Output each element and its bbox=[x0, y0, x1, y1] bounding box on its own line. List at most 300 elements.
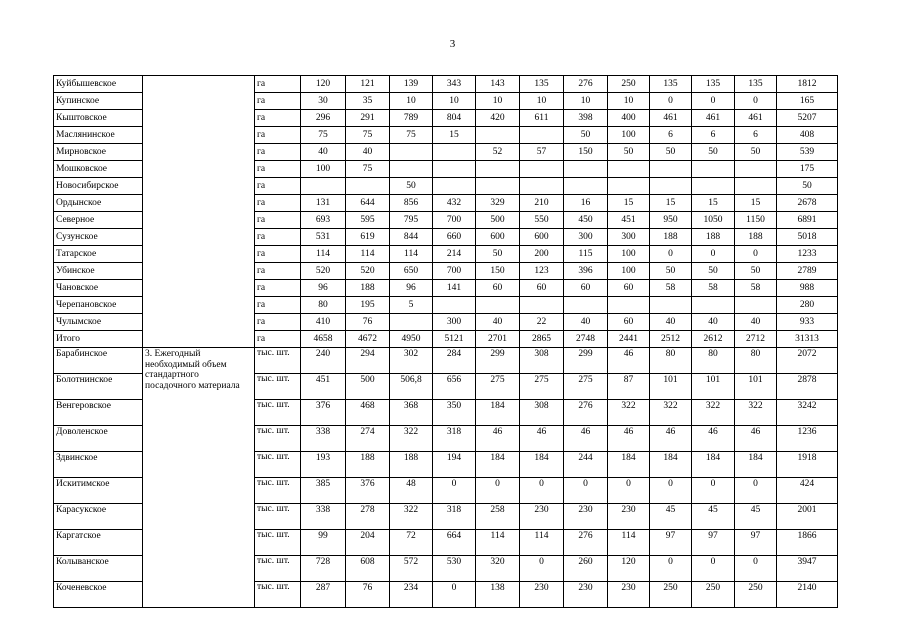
value-cell: 188 bbox=[390, 452, 433, 478]
value-cell: 275 bbox=[476, 374, 520, 400]
value-cell: 135 bbox=[520, 76, 564, 93]
value-cell: 46 bbox=[476, 426, 520, 452]
value-cell: 432 bbox=[433, 195, 476, 212]
value-cell bbox=[735, 178, 777, 195]
value-cell: 210 bbox=[520, 195, 564, 212]
value-cell: 50 bbox=[650, 263, 692, 280]
value-cell: 50 bbox=[692, 263, 735, 280]
value-cell: 520 bbox=[346, 263, 390, 280]
value-cell: 284 bbox=[433, 348, 476, 374]
district-name: Мошковское bbox=[54, 161, 143, 178]
value-cell: 30 bbox=[301, 93, 346, 110]
value-cell: 2140 bbox=[777, 582, 838, 608]
value-cell: 660 bbox=[433, 229, 476, 246]
value-cell: 80 bbox=[735, 348, 777, 374]
value-cell: 6891 bbox=[777, 212, 838, 229]
value-cell: 5018 bbox=[777, 229, 838, 246]
value-cell bbox=[520, 161, 564, 178]
value-cell: 461 bbox=[735, 110, 777, 127]
district-name: Чулымское bbox=[54, 314, 143, 331]
value-cell: 31313 bbox=[777, 331, 838, 348]
value-cell: 0 bbox=[692, 556, 735, 582]
value-cell: 50 bbox=[564, 127, 608, 144]
value-cell: 506,8 bbox=[390, 374, 433, 400]
value-cell: 322 bbox=[650, 400, 692, 426]
value-cell: 338 bbox=[301, 504, 346, 530]
value-cell: 100 bbox=[608, 127, 650, 144]
value-cell: 322 bbox=[390, 426, 433, 452]
value-cell: 50 bbox=[476, 246, 520, 263]
unit-cell: тыс. шт. bbox=[255, 426, 301, 452]
value-cell: 230 bbox=[564, 582, 608, 608]
unit-cell: га bbox=[255, 93, 301, 110]
indicator-cell bbox=[143, 76, 255, 348]
value-cell: 184 bbox=[650, 452, 692, 478]
value-cell bbox=[433, 297, 476, 314]
district-name: Каргатское bbox=[54, 530, 143, 556]
value-cell: 0 bbox=[692, 478, 735, 504]
value-cell bbox=[433, 178, 476, 195]
value-cell: 728 bbox=[301, 556, 346, 582]
district-name: Венгеровское bbox=[54, 400, 143, 426]
value-cell: 804 bbox=[433, 110, 476, 127]
value-cell: 114 bbox=[346, 246, 390, 263]
value-cell: 2712 bbox=[735, 331, 777, 348]
value-cell: 114 bbox=[520, 530, 564, 556]
value-cell: 230 bbox=[608, 582, 650, 608]
value-cell: 97 bbox=[735, 530, 777, 556]
value-cell: 368 bbox=[390, 400, 433, 426]
value-cell bbox=[564, 178, 608, 195]
value-cell: 308 bbox=[520, 348, 564, 374]
value-cell: 396 bbox=[564, 263, 608, 280]
value-cell: 2001 bbox=[777, 504, 838, 530]
value-cell: 188 bbox=[650, 229, 692, 246]
value-cell: 48 bbox=[390, 478, 433, 504]
value-cell: 10 bbox=[520, 93, 564, 110]
value-cell: 35 bbox=[346, 93, 390, 110]
value-cell: 45 bbox=[735, 504, 777, 530]
value-cell: 600 bbox=[520, 229, 564, 246]
district-name: Чановское bbox=[54, 280, 143, 297]
unit-cell: тыс. шт. bbox=[255, 348, 301, 374]
value-cell: 1866 bbox=[777, 530, 838, 556]
value-cell: 299 bbox=[476, 348, 520, 374]
value-cell: 46 bbox=[735, 426, 777, 452]
value-cell: 40 bbox=[301, 144, 346, 161]
value-cell: 844 bbox=[390, 229, 433, 246]
value-cell: 0 bbox=[735, 478, 777, 504]
unit-cell: га bbox=[255, 76, 301, 93]
value-cell: 75 bbox=[301, 127, 346, 144]
value-cell: 214 bbox=[433, 246, 476, 263]
value-cell: 135 bbox=[735, 76, 777, 93]
district-name: Искитимское bbox=[54, 478, 143, 504]
value-cell bbox=[390, 144, 433, 161]
value-cell: 461 bbox=[650, 110, 692, 127]
value-cell: 0 bbox=[735, 556, 777, 582]
value-cell bbox=[608, 297, 650, 314]
value-cell bbox=[476, 297, 520, 314]
value-cell: 15 bbox=[692, 195, 735, 212]
value-cell bbox=[301, 178, 346, 195]
value-cell: 40 bbox=[564, 314, 608, 331]
value-cell: 101 bbox=[692, 374, 735, 400]
value-cell: 320 bbox=[476, 556, 520, 582]
value-cell: 2678 bbox=[777, 195, 838, 212]
value-cell: 135 bbox=[650, 76, 692, 93]
value-cell: 400 bbox=[608, 110, 650, 127]
value-cell: 115 bbox=[564, 246, 608, 263]
value-cell: 60 bbox=[564, 280, 608, 297]
value-cell: 80 bbox=[650, 348, 692, 374]
district-name: Куйбышевское bbox=[54, 76, 143, 93]
unit-cell: га bbox=[255, 178, 301, 195]
unit-cell: га bbox=[255, 195, 301, 212]
value-cell: 10 bbox=[390, 93, 433, 110]
value-cell: 500 bbox=[476, 212, 520, 229]
value-cell: 40 bbox=[346, 144, 390, 161]
value-cell: 644 bbox=[346, 195, 390, 212]
value-cell: 0 bbox=[564, 478, 608, 504]
value-cell: 52 bbox=[476, 144, 520, 161]
district-name: Итого bbox=[54, 331, 143, 348]
value-cell: 856 bbox=[390, 195, 433, 212]
value-cell: 424 bbox=[777, 478, 838, 504]
value-cell: 2878 bbox=[777, 374, 838, 400]
value-cell: 15 bbox=[433, 127, 476, 144]
value-cell: 96 bbox=[301, 280, 346, 297]
value-cell: 656 bbox=[433, 374, 476, 400]
value-cell: 139 bbox=[390, 76, 433, 93]
unit-cell: тыс. шт. bbox=[255, 556, 301, 582]
value-cell: 50 bbox=[735, 144, 777, 161]
value-cell bbox=[564, 297, 608, 314]
value-cell: 950 bbox=[650, 212, 692, 229]
value-cell: 50 bbox=[777, 178, 838, 195]
value-cell: 451 bbox=[301, 374, 346, 400]
value-cell bbox=[692, 161, 735, 178]
value-cell: 318 bbox=[433, 426, 476, 452]
value-cell: 5 bbox=[390, 297, 433, 314]
unit-cell: тыс. шт. bbox=[255, 374, 301, 400]
value-cell: 75 bbox=[346, 127, 390, 144]
value-cell: 57 bbox=[520, 144, 564, 161]
value-cell: 280 bbox=[777, 297, 838, 314]
value-cell: 275 bbox=[564, 374, 608, 400]
value-cell: 410 bbox=[301, 314, 346, 331]
value-cell: 200 bbox=[520, 246, 564, 263]
value-cell: 693 bbox=[301, 212, 346, 229]
value-cell: 291 bbox=[346, 110, 390, 127]
value-cell: 0 bbox=[650, 246, 692, 263]
value-cell: 184 bbox=[735, 452, 777, 478]
value-cell: 143 bbox=[476, 76, 520, 93]
value-cell: 114 bbox=[301, 246, 346, 263]
value-cell: 322 bbox=[692, 400, 735, 426]
value-cell: 2612 bbox=[692, 331, 735, 348]
value-cell: 60 bbox=[608, 314, 650, 331]
district-name: Маслянинское bbox=[54, 127, 143, 144]
value-cell: 2072 bbox=[777, 348, 838, 374]
value-cell: 80 bbox=[301, 297, 346, 314]
value-cell: 40 bbox=[692, 314, 735, 331]
unit-cell: га bbox=[255, 331, 301, 348]
value-cell: 611 bbox=[520, 110, 564, 127]
value-cell: 1233 bbox=[777, 246, 838, 263]
value-cell: 188 bbox=[346, 280, 390, 297]
value-cell: 184 bbox=[608, 452, 650, 478]
value-cell: 16 bbox=[564, 195, 608, 212]
value-cell: 2789 bbox=[777, 263, 838, 280]
value-cell: 0 bbox=[520, 556, 564, 582]
value-cell: 2701 bbox=[476, 331, 520, 348]
value-cell: 97 bbox=[692, 530, 735, 556]
value-cell: 276 bbox=[564, 530, 608, 556]
value-cell: 184 bbox=[476, 452, 520, 478]
unit-cell: га bbox=[255, 280, 301, 297]
value-cell: 120 bbox=[608, 556, 650, 582]
value-cell: 595 bbox=[346, 212, 390, 229]
value-cell: 700 bbox=[433, 212, 476, 229]
value-cell: 80 bbox=[692, 348, 735, 374]
value-cell: 45 bbox=[692, 504, 735, 530]
value-cell: 299 bbox=[564, 348, 608, 374]
value-cell: 76 bbox=[346, 314, 390, 331]
value-cell: 15 bbox=[735, 195, 777, 212]
value-cell bbox=[433, 161, 476, 178]
unit-cell: га bbox=[255, 229, 301, 246]
value-cell: 0 bbox=[692, 246, 735, 263]
value-cell: 0 bbox=[476, 478, 520, 504]
value-cell: 296 bbox=[301, 110, 346, 127]
table-row bbox=[54, 76, 838, 93]
unit-cell: тыс. шт. bbox=[255, 530, 301, 556]
district-name: Купинское bbox=[54, 93, 143, 110]
value-cell: 1050 bbox=[692, 212, 735, 229]
value-cell bbox=[564, 161, 608, 178]
value-cell: 3947 bbox=[777, 556, 838, 582]
value-cell: 4672 bbox=[346, 331, 390, 348]
value-cell: 520 bbox=[301, 263, 346, 280]
value-cell: 385 bbox=[301, 478, 346, 504]
value-cell: 650 bbox=[390, 263, 433, 280]
value-cell: 40 bbox=[735, 314, 777, 331]
value-cell: 50 bbox=[650, 144, 692, 161]
district-name: Татарское bbox=[54, 246, 143, 263]
value-cell: 933 bbox=[777, 314, 838, 331]
unit-cell: га bbox=[255, 263, 301, 280]
unit-cell: га bbox=[255, 246, 301, 263]
value-cell: 165 bbox=[777, 93, 838, 110]
unit-cell: га bbox=[255, 127, 301, 144]
value-cell: 468 bbox=[346, 400, 390, 426]
value-cell: 184 bbox=[520, 452, 564, 478]
value-cell bbox=[650, 161, 692, 178]
value-cell: 539 bbox=[777, 144, 838, 161]
value-cell: 10 bbox=[608, 93, 650, 110]
value-cell: 50 bbox=[735, 263, 777, 280]
value-cell: 138 bbox=[476, 582, 520, 608]
value-cell: 2748 bbox=[564, 331, 608, 348]
value-cell: 550 bbox=[520, 212, 564, 229]
value-cell: 60 bbox=[608, 280, 650, 297]
value-cell: 0 bbox=[433, 582, 476, 608]
value-cell: 101 bbox=[650, 374, 692, 400]
value-cell bbox=[692, 178, 735, 195]
value-cell: 97 bbox=[650, 530, 692, 556]
value-cell: 230 bbox=[520, 582, 564, 608]
district-name: Карасукское bbox=[54, 504, 143, 530]
value-cell: 114 bbox=[390, 246, 433, 263]
value-cell: 4950 bbox=[390, 331, 433, 348]
value-cell: 322 bbox=[608, 400, 650, 426]
value-cell: 87 bbox=[608, 374, 650, 400]
value-cell: 114 bbox=[476, 530, 520, 556]
value-cell: 60 bbox=[520, 280, 564, 297]
value-cell: 188 bbox=[346, 452, 390, 478]
value-cell: 101 bbox=[735, 374, 777, 400]
value-cell: 343 bbox=[433, 76, 476, 93]
value-cell: 258 bbox=[476, 504, 520, 530]
value-cell bbox=[520, 297, 564, 314]
district-name: Новосибирское bbox=[54, 178, 143, 195]
indicator-text: 3. Ежегодный необходимый объем стандартного посадочного материала bbox=[143, 348, 255, 608]
district-name: Болотнинское bbox=[54, 374, 143, 400]
value-cell: 10 bbox=[564, 93, 608, 110]
value-cell: 10 bbox=[476, 93, 520, 110]
value-cell: 0 bbox=[650, 93, 692, 110]
value-cell: 398 bbox=[564, 110, 608, 127]
value-cell: 274 bbox=[346, 426, 390, 452]
value-cell: 308 bbox=[520, 400, 564, 426]
value-cell: 230 bbox=[520, 504, 564, 530]
district-name: Убинское bbox=[54, 263, 143, 280]
value-cell: 322 bbox=[735, 400, 777, 426]
value-cell: 1236 bbox=[777, 426, 838, 452]
value-cell: 45 bbox=[650, 504, 692, 530]
value-cell: 608 bbox=[346, 556, 390, 582]
value-cell: 131 bbox=[301, 195, 346, 212]
value-cell: 195 bbox=[346, 297, 390, 314]
unit-cell: га bbox=[255, 314, 301, 331]
value-cell: 240 bbox=[301, 348, 346, 374]
unit-cell: га bbox=[255, 144, 301, 161]
value-cell: 40 bbox=[650, 314, 692, 331]
value-cell: 188 bbox=[735, 229, 777, 246]
value-cell: 287 bbox=[301, 582, 346, 608]
value-cell: 2512 bbox=[650, 331, 692, 348]
value-cell bbox=[520, 127, 564, 144]
value-cell: 58 bbox=[650, 280, 692, 297]
value-cell: 250 bbox=[692, 582, 735, 608]
value-cell: 1812 bbox=[777, 76, 838, 93]
unit-cell: тыс. шт. bbox=[255, 452, 301, 478]
value-cell bbox=[608, 161, 650, 178]
value-cell bbox=[520, 178, 564, 195]
value-cell: 795 bbox=[390, 212, 433, 229]
value-cell: 451 bbox=[608, 212, 650, 229]
value-cell: 302 bbox=[390, 348, 433, 374]
value-cell: 120 bbox=[301, 76, 346, 93]
value-cell: 260 bbox=[564, 556, 608, 582]
value-cell bbox=[433, 144, 476, 161]
district-name: Здвинское bbox=[54, 452, 143, 478]
district-name: Северное bbox=[54, 212, 143, 229]
value-cell: 234 bbox=[390, 582, 433, 608]
unit-cell: тыс. шт. bbox=[255, 582, 301, 608]
value-cell: 99 bbox=[301, 530, 346, 556]
value-cell bbox=[476, 178, 520, 195]
value-cell: 275 bbox=[520, 374, 564, 400]
value-cell: 184 bbox=[476, 400, 520, 426]
value-cell bbox=[390, 161, 433, 178]
value-cell: 1150 bbox=[735, 212, 777, 229]
district-name: Сузунское bbox=[54, 229, 143, 246]
value-cell: 46 bbox=[650, 426, 692, 452]
value-cell: 322 bbox=[390, 504, 433, 530]
value-cell: 276 bbox=[564, 76, 608, 93]
value-cell: 619 bbox=[346, 229, 390, 246]
value-cell: 0 bbox=[735, 93, 777, 110]
value-cell: 10 bbox=[433, 93, 476, 110]
value-cell: 0 bbox=[650, 478, 692, 504]
value-cell: 572 bbox=[390, 556, 433, 582]
value-cell: 121 bbox=[346, 76, 390, 93]
value-cell: 50 bbox=[390, 178, 433, 195]
value-cell: 15 bbox=[608, 195, 650, 212]
value-cell bbox=[346, 178, 390, 195]
unit-cell: га bbox=[255, 212, 301, 229]
value-cell: 0 bbox=[608, 478, 650, 504]
value-cell: 188 bbox=[692, 229, 735, 246]
value-cell: 193 bbox=[301, 452, 346, 478]
value-cell: 58 bbox=[692, 280, 735, 297]
value-cell: 300 bbox=[564, 229, 608, 246]
value-cell: 300 bbox=[608, 229, 650, 246]
value-cell: 76 bbox=[346, 582, 390, 608]
value-cell: 0 bbox=[692, 93, 735, 110]
district-name: Кыштовское bbox=[54, 110, 143, 127]
value-cell: 40 bbox=[476, 314, 520, 331]
unit-cell: тыс. шт. bbox=[255, 400, 301, 426]
value-cell: 531 bbox=[301, 229, 346, 246]
table-row bbox=[54, 348, 838, 374]
value-cell: 114 bbox=[608, 530, 650, 556]
value-cell: 988 bbox=[777, 280, 838, 297]
value-cell: 530 bbox=[433, 556, 476, 582]
value-cell: 5207 bbox=[777, 110, 838, 127]
value-cell: 461 bbox=[692, 110, 735, 127]
value-cell: 376 bbox=[301, 400, 346, 426]
unit-cell: га bbox=[255, 297, 301, 314]
value-cell bbox=[735, 297, 777, 314]
value-cell: 0 bbox=[650, 556, 692, 582]
value-cell: 0 bbox=[520, 478, 564, 504]
value-cell: 664 bbox=[433, 530, 476, 556]
value-cell: 46 bbox=[692, 426, 735, 452]
value-cell: 250 bbox=[608, 76, 650, 93]
value-cell: 250 bbox=[735, 582, 777, 608]
value-cell bbox=[735, 161, 777, 178]
value-cell: 420 bbox=[476, 110, 520, 127]
value-cell: 338 bbox=[301, 426, 346, 452]
unit-cell: тыс. шт. bbox=[255, 504, 301, 530]
value-cell: 6 bbox=[650, 127, 692, 144]
value-cell: 123 bbox=[520, 263, 564, 280]
value-cell bbox=[476, 161, 520, 178]
value-cell: 15 bbox=[650, 195, 692, 212]
